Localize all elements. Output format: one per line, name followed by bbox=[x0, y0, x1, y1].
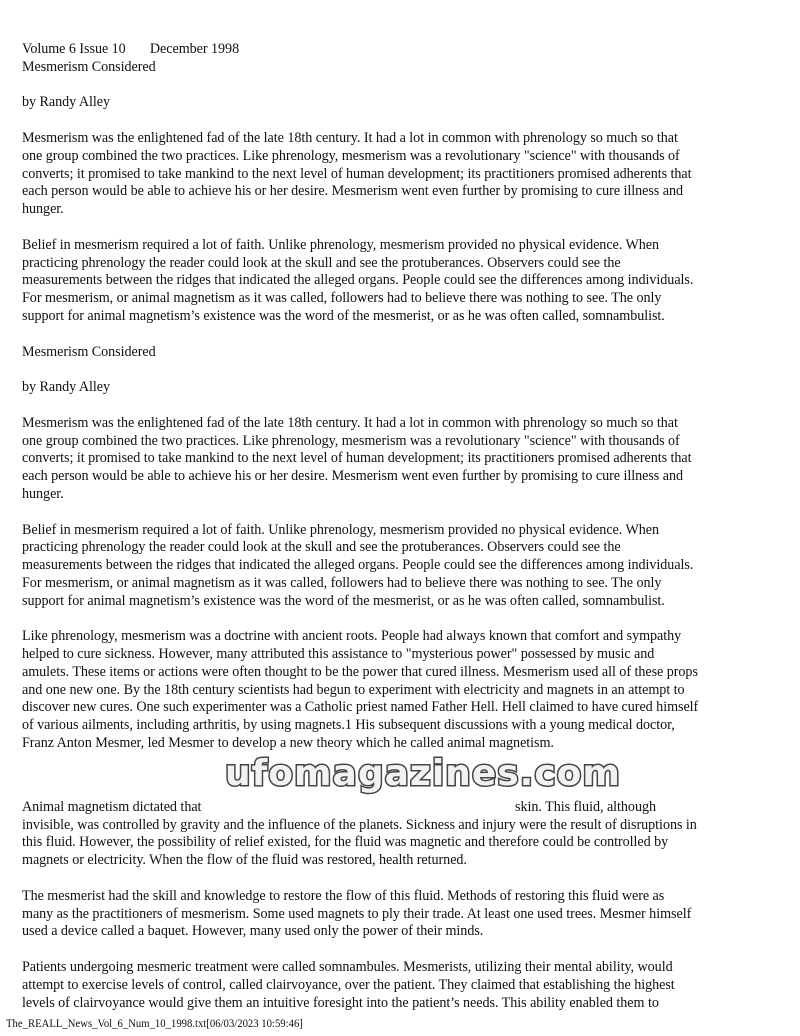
repeat-article-title: Mesmerism Considered bbox=[22, 342, 156, 360]
text-line: Belief in mesmerism required a lot of faith. Unlike phrenology, mesmerism provided no physical evidence. When bbox=[22, 520, 660, 538]
text-line: For mesmerism, or animal magnetism as it was called, followers had to believe there was nothing to see. The only bbox=[22, 573, 662, 591]
paragraph bbox=[22, 414, 792, 503]
text-line: practicing phrenology the reader could look at the skull and see the protuberances. Observers could see the bbox=[22, 538, 621, 556]
text-line: Franz Anton Mesmer, led Mesmer to develop a new theory which he called animal magnetism. bbox=[22, 734, 554, 752]
watermark-row bbox=[22, 752, 792, 798]
text-line: one group combined the two practices. Like phrenology, mesmerism was a revolutionary "science" with thousands of bbox=[22, 431, 680, 449]
issue-date: December 1998 bbox=[149, 40, 240, 57]
text-line: this fluid. However, the possibility of relief existed, for the fluid was magnetic and therefore could be controlled by bbox=[22, 833, 669, 851]
text-line: measurements between the ridges that indicated the alleged organs. People could see the differences among individuals. bbox=[22, 271, 694, 289]
text-line: many as the practitioners of mesmerism. Some used magnets to ply their trade. At least one used trees. Mesmer himself bbox=[22, 904, 692, 922]
text-line: each person would be able to achieve his or her desire. Mesmerism went even further by promising to cure illness and bbox=[22, 182, 684, 200]
text-line: Patients undergoing mesmeric treatment were called somnambules. Mesmerists, utilizing their mental ability, would bbox=[22, 958, 673, 976]
text-line: magnets or electricity. When the flow of the fluid was restored, health returned. bbox=[22, 851, 467, 869]
text-line: Animal magnetism dictated that skin. This fluid, although bbox=[22, 797, 656, 815]
text-line: converts; it promised to take mankind to the next level of human development; its practitioners promised adherents that bbox=[22, 164, 692, 182]
document-page bbox=[22, 40, 792, 1011]
text-line: discover new cures. One such experimenter was a Catholic priest named Father Hell. Hell claimed to have cured himself bbox=[22, 698, 699, 716]
paragraph bbox=[22, 798, 792, 869]
text-line: hunger. bbox=[22, 484, 64, 502]
text-line: invisible, was controlled by gravity and the influence of the planets. Sickness and injury were the result of disruptions in bbox=[22, 815, 697, 833]
text-line: Mesmerism was the enlightened fad of the late 18th century. It had a lot in common with phrenology so much so that bbox=[22, 128, 678, 146]
repeat-article-byline: by Randy Alley bbox=[22, 378, 111, 396]
text-line: amulets. These items or actions were often thought to be the power that cured illness. Mesmerism used all of these props bbox=[22, 662, 698, 680]
text-line: The mesmerist had the skill and knowledge to restore the flow of this fluid. Methods of restoring this fluid were as bbox=[22, 886, 665, 904]
volume-issue: Volume 6 Issue 10 bbox=[22, 40, 126, 57]
text-line: one group combined the two practices. Like phrenology, mesmerism was a revolutionary "science" with thousands of bbox=[22, 146, 680, 164]
text-line: support for animal magnetism’s existence was the word of the mesmerist, or as he was often called, somnambulist. bbox=[22, 306, 665, 324]
text-line: support for animal magnetism’s existence was the word of the mesmerist, or as he was often called, somnambulist. bbox=[22, 591, 665, 609]
text-line: Mesmerism was the enlightened fad of the late 18th century. It had a lot in common with phrenology so much so that bbox=[22, 413, 678, 431]
paragraph bbox=[22, 887, 792, 940]
paragraph bbox=[22, 521, 792, 610]
text-line: levels of clairvoyance would give them an intuitive foresight into the patient’s needs. This ability enabled them to bbox=[22, 993, 659, 1011]
page-footer: The_REALL_News_Vol_6_Num_10_1998.txt[06/03/2023 10:59:46] bbox=[6, 1018, 303, 1030]
paragraph bbox=[22, 129, 792, 218]
text-line: used a device called a baquet. However, many used only the power of their minds. bbox=[22, 922, 484, 940]
text-line: each person would be able to achieve his or her desire. Mesmerism went even further by promising to cure illness and bbox=[22, 467, 684, 485]
text-line: Like phrenology, mesmerism was a doctrine with ancient roots. People had always known that comfort and sympathy bbox=[22, 627, 682, 645]
text-line: practicing phrenology the reader could look at the skull and see the protuberances. Observers could see the bbox=[22, 253, 621, 271]
text-line: Belief in mesmerism required a lot of faith. Unlike phrenology, mesmerism provided no physical evidence. When bbox=[22, 235, 660, 253]
text-line: of various ailments, including arthritis, by using magnets.1 His subsequent discussions with a young medical doctor, bbox=[22, 716, 675, 734]
issue-line bbox=[22, 40, 738, 58]
text-line: converts; it promised to take mankind to the next level of human development; its practitioners promised adherents that bbox=[22, 449, 692, 467]
article-title: Mesmerism Considered bbox=[22, 57, 156, 75]
text-line: measurements between the ridges that indicated the alleged organs. People could see the differences among individuals. bbox=[22, 556, 694, 574]
text-line: attempt to exercise levels of control, called clairvoyance, over the patient. They claimed that establishing the highest bbox=[22, 975, 675, 993]
text-line: hunger. bbox=[22, 200, 64, 218]
watermark-logo: ufomagazines.com bbox=[225, 752, 621, 794]
paragraph bbox=[22, 958, 792, 1011]
article-byline: by Randy Alley bbox=[22, 93, 111, 111]
text-line: helped to cure sickness. However, many attributed this assistance to "mysterious power" possessed by music and bbox=[22, 645, 655, 663]
paragraph bbox=[22, 627, 792, 752]
paragraph bbox=[22, 236, 792, 325]
text-line: For mesmerism, or animal magnetism as it was called, followers had to believe there was nothing to see. The only bbox=[22, 289, 662, 307]
text-line: and one new one. By the 18th century scientists had begun to experiment with electricity and magnets in an attempt to bbox=[22, 680, 685, 698]
